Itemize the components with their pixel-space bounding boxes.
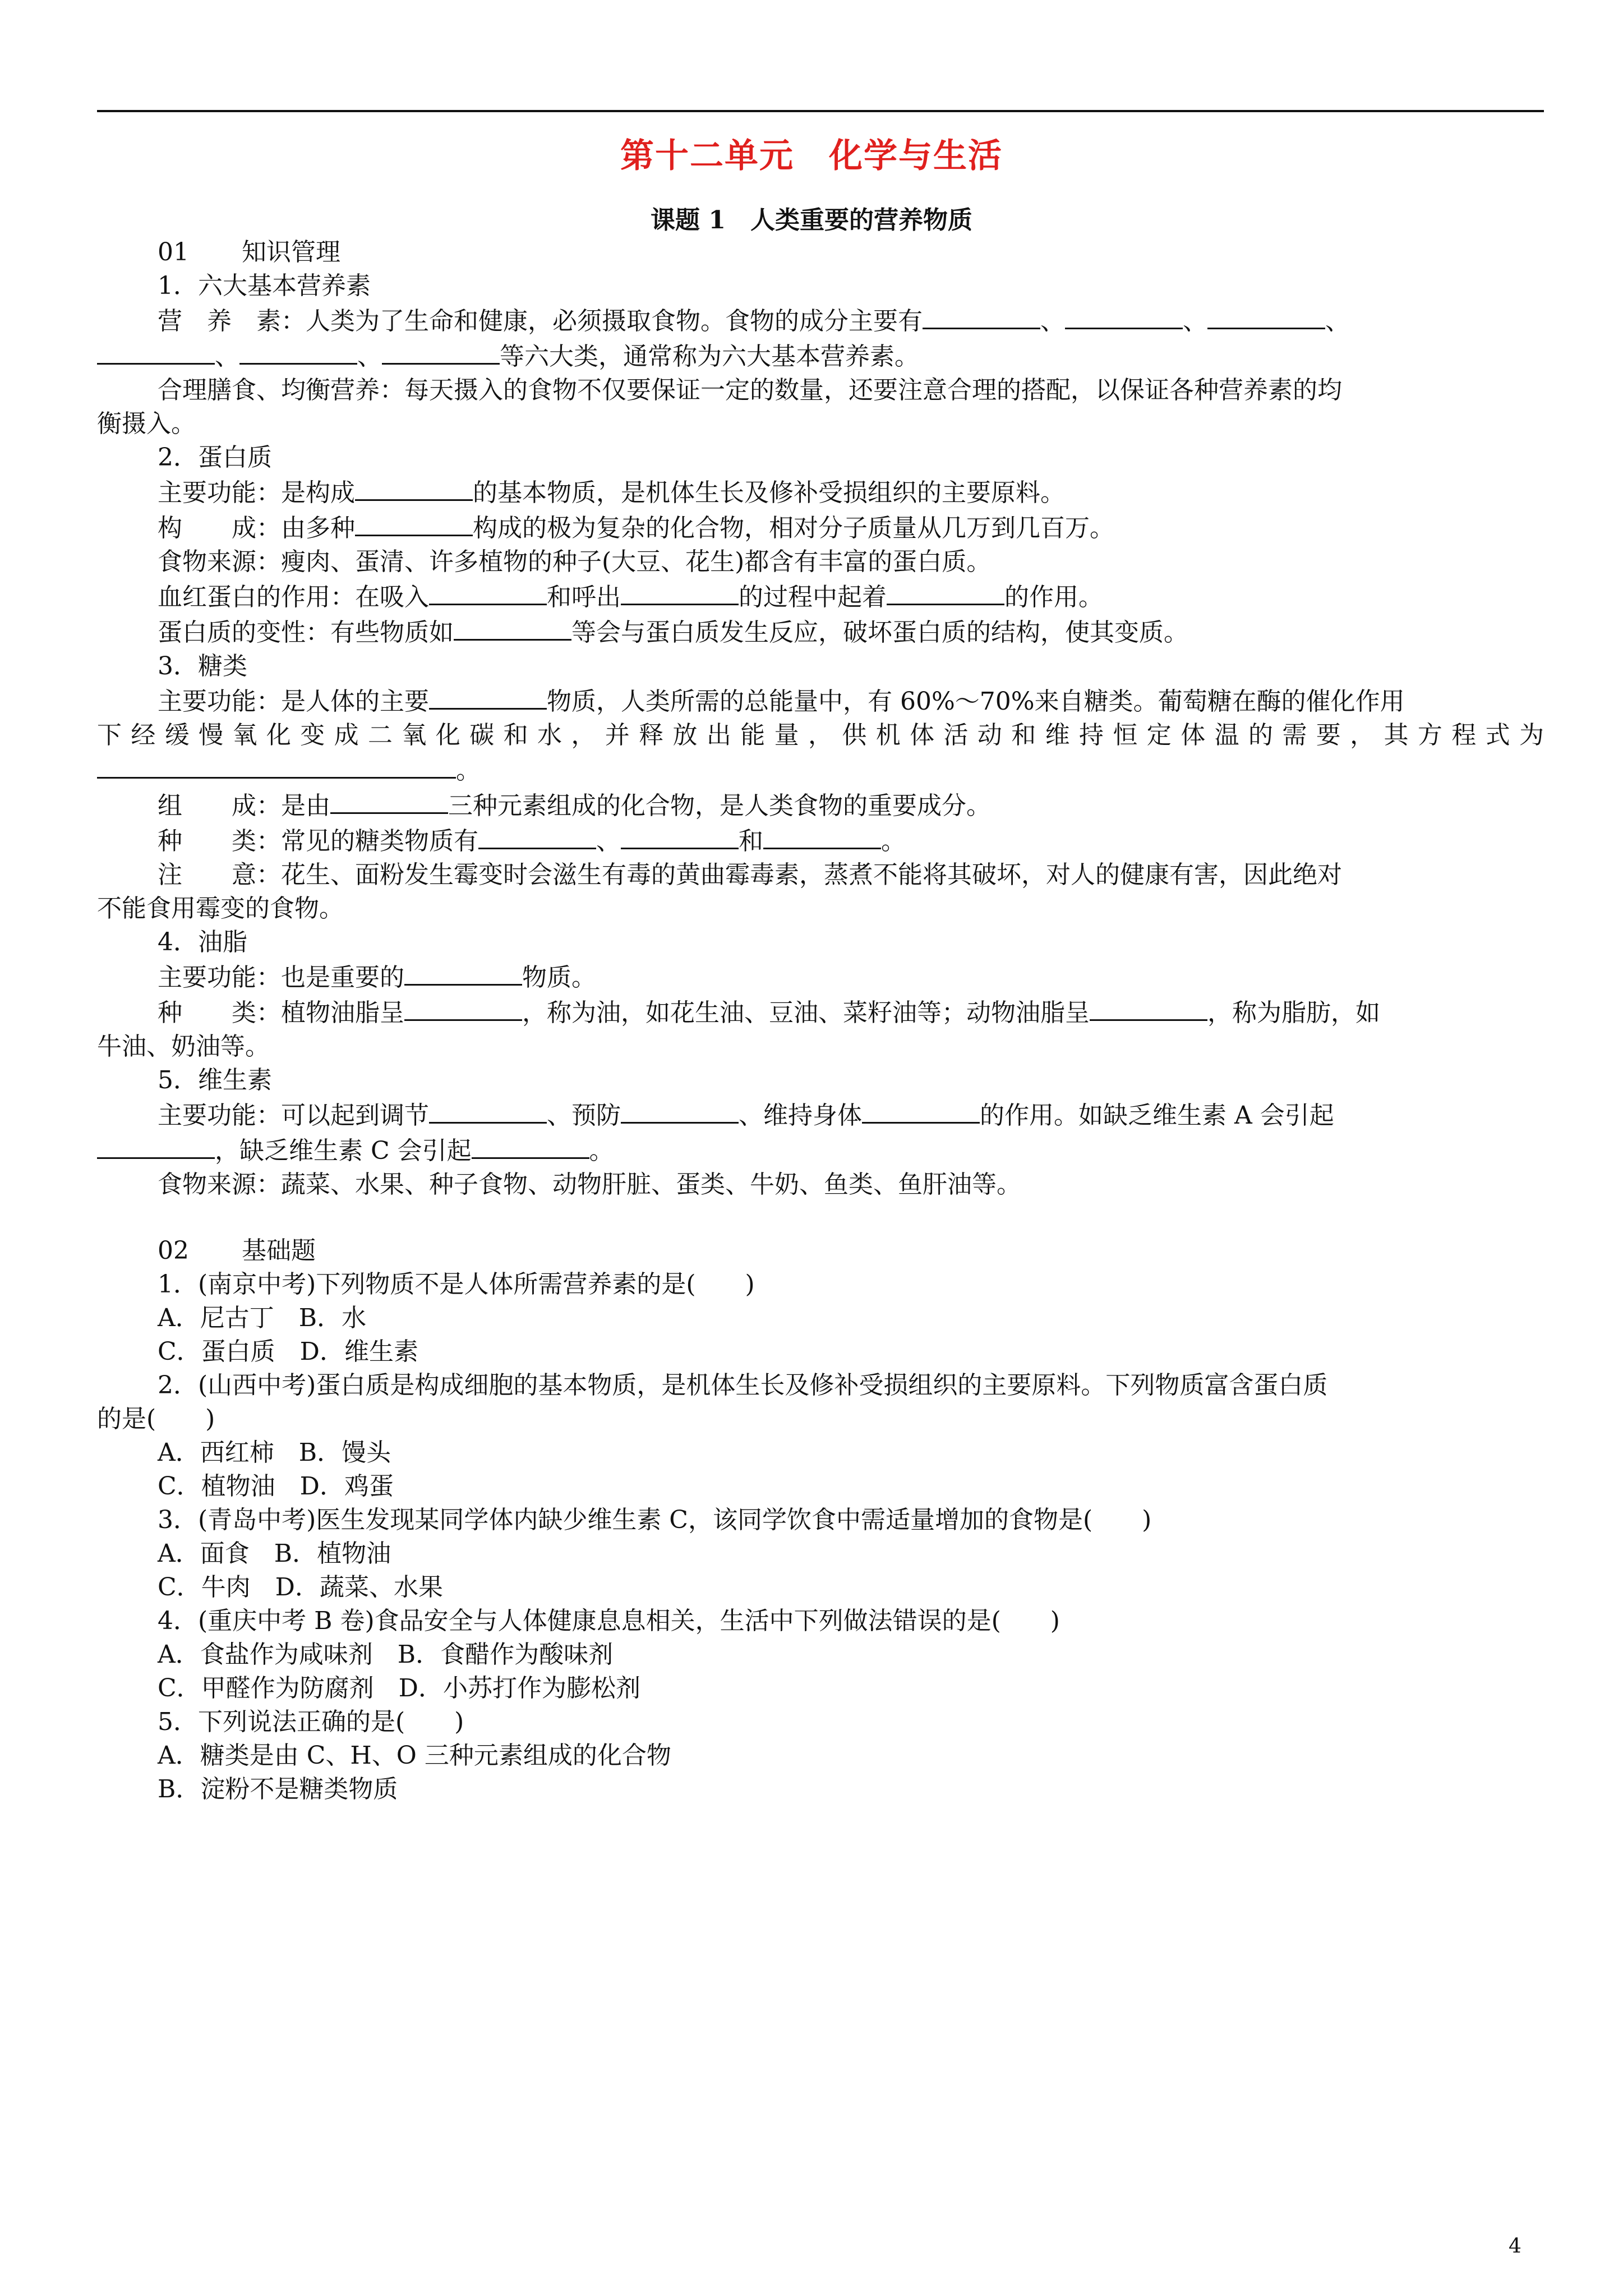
answer-blank[interactable] <box>478 823 596 849</box>
section-number: 01 <box>158 238 189 266</box>
answer-blank[interactable] <box>621 823 739 849</box>
topic-heading-protein: 2．蛋白质 <box>158 443 272 472</box>
sugar-equation-line <box>97 752 1544 788</box>
answer-blank[interactable] <box>97 1133 215 1159</box>
nutrients-text: 营 养 素：人类为了生命和健康，必须摄取食物。食物的成分主要有 <box>158 307 923 335</box>
nutrients-line-2 <box>97 338 1544 374</box>
sugar-note-line: 注 意：花生、面粉发生霉变时会滋生有毒的黄曲霉毒素，蒸煮不能将其破坏，对人的健康有害，因此绝对 <box>158 861 1342 889</box>
answer-blank[interactable] <box>404 995 522 1021</box>
answer-blank[interactable] <box>429 683 547 710</box>
separator: 、 <box>357 342 382 371</box>
sugar-composition-line <box>97 788 1544 823</box>
text: 、 <box>596 827 621 855</box>
question-stem: 4．(重庆中考 B 卷)食品安全与人体健康息息相关，生活中下列做法错误的是( ) <box>158 1607 1060 1635</box>
text: 的作用。如缺乏维生素 A 会引起 <box>980 1101 1334 1130</box>
separator: 、 <box>1325 307 1350 335</box>
answer-blank[interactable] <box>429 1097 547 1124</box>
vitamin-sources-line: 食物来源：蔬菜、水果、种子食物、动物肝脏、蛋类、牛奶、鱼类、鱼肝油等。 <box>158 1170 1021 1199</box>
nutrients-text: 等六大类，通常称为六大基本营养素。 <box>500 342 919 371</box>
protein-composition-line <box>97 510 1544 545</box>
sugar-note-line-2: 不能食用霉变的食物。 <box>97 894 344 923</box>
answer-blank[interactable] <box>454 614 571 641</box>
topic-heading-sugar: 3．糖类 <box>158 652 247 680</box>
worksheet-body <box>97 236 1544 1806</box>
question-options[interactable]: C．蛋白质 D．维生素 <box>158 1337 418 1366</box>
fat-function-line <box>97 959 1544 995</box>
topic-heading-fat: 4．油脂 <box>158 928 247 956</box>
answer-blank[interactable] <box>404 959 522 986</box>
answer-blank[interactable] <box>97 338 215 365</box>
nutrients-line <box>97 303 1544 338</box>
text: 蛋白质的变性：有些物质如 <box>158 618 454 647</box>
text: 。 <box>589 1137 614 1165</box>
question-options[interactable]: A．食盐作为咸味剂 B．食醋作为酸味剂 <box>158 1640 614 1669</box>
text: 主要功能：也是重要的 <box>158 963 404 992</box>
answer-blank[interactable] <box>330 788 448 814</box>
fat-kinds-line-2: 牛油、奶油等。 <box>97 1032 270 1061</box>
section-gap <box>97 1202 1544 1234</box>
answer-blank[interactable] <box>923 303 1040 329</box>
answer-blank[interactable] <box>239 338 357 365</box>
section-title: 基础题 <box>242 1236 316 1265</box>
equation-blank[interactable] <box>97 752 456 779</box>
question-stem: 3．(青岛中考)医生发现某同学体内缺少维生素 C，该同学饮食中需适量增加的食物是( ) <box>158 1506 1152 1534</box>
vitamin-function-line <box>97 1097 1544 1133</box>
question-stem: 5．下列说法正确的是( ) <box>158 1708 464 1736</box>
text: ，缺乏维生素 C 会引起 <box>215 1137 472 1165</box>
protein-sources-line: 食物来源：瘦肉、蛋清、许多植物的种子(大豆、花生)都含有丰富的蛋白质。 <box>158 547 992 576</box>
text: 和呼出 <box>547 583 621 611</box>
text: 和 <box>739 827 763 855</box>
topic-heading-vitamin: 5．维生素 <box>158 1066 272 1094</box>
section-heading-knowledge <box>97 236 1544 269</box>
unit-title: 第十二单元 化学与生活 <box>620 136 1003 176</box>
answer-blank[interactable] <box>763 823 881 849</box>
text: 主要功能：是人体的主要 <box>158 687 429 716</box>
answer-blank[interactable] <box>429 579 547 605</box>
sugar-function-line-2: 下经缓慢氧化变成二氧化碳和水，并释放出能量，供机体活动和维持恒定体温的需要，其方程式为 <box>97 721 1544 749</box>
header-rule <box>97 110 1544 112</box>
question-stem: 1．(南京中考)下列物质不是人体所需营养素的是( ) <box>158 1270 755 1299</box>
text: 主要功能：是构成 <box>158 478 355 507</box>
text: 的作用。 <box>1004 583 1103 611</box>
text: 的基本物质，是机体生长及修补受损组织的主要原料。 <box>473 478 1065 507</box>
question-options[interactable]: C．牛肉 D．蔬菜、水果 <box>158 1573 443 1602</box>
text: 。 <box>881 827 906 855</box>
answer-blank[interactable] <box>355 510 473 536</box>
sugar-kinds-line <box>97 823 1544 858</box>
text: 物质。 <box>522 963 596 992</box>
text: 构成的极为复杂的化合物，相对分子质量从几万到几百万。 <box>473 514 1114 542</box>
text: 物质，人类所需的总能量中，有 60%～70%来自糖类。葡萄糖在酶的催化作用 <box>547 687 1405 716</box>
text: 三种元素组成的化合物，是人类食物的重要成分。 <box>448 792 991 820</box>
text: 种 类：植物油脂呈 <box>158 999 404 1027</box>
text: 。 <box>456 756 481 785</box>
separator: 、 <box>215 342 239 371</box>
question-options[interactable]: C．甲醛作为防腐剂 D．小苏打作为膨松剂 <box>158 1674 640 1703</box>
answer-blank[interactable] <box>1207 303 1325 329</box>
text: 构 成：由多种 <box>158 514 355 542</box>
fat-kinds-line <box>97 995 1544 1030</box>
text: 组 成：是由 <box>158 792 330 820</box>
denature-line <box>97 614 1544 650</box>
answer-blank[interactable] <box>472 1133 589 1159</box>
answer-blank[interactable] <box>621 1097 739 1124</box>
question-options[interactable]: A．面食 B．植物油 <box>158 1539 391 1568</box>
answer-blank[interactable] <box>1090 995 1207 1021</box>
protein-function-line <box>97 475 1544 510</box>
question-options[interactable]: B．淀粉不是糖类物质 <box>158 1775 398 1803</box>
answer-blank[interactable] <box>1065 303 1183 329</box>
vitamin-function-line-2 <box>97 1133 1544 1168</box>
text: 、预防 <box>547 1101 621 1130</box>
answer-blank[interactable] <box>887 579 1004 605</box>
text: 主要功能：可以起到调节 <box>158 1101 429 1130</box>
text: 、维持身体 <box>739 1101 862 1130</box>
lesson-title: 课题 1 人类重要的营养物质 <box>651 206 972 234</box>
text: 的过程中起着 <box>739 583 887 611</box>
text: ，称为脂肪，如 <box>1207 999 1380 1027</box>
text: 血红蛋白的作用：在吸入 <box>158 583 429 611</box>
hemoglobin-line <box>97 579 1544 614</box>
section-title: 知识管理 <box>242 238 340 266</box>
separator: 、 <box>1040 307 1065 335</box>
question-options[interactable]: A．尼古丁 B．水 <box>158 1304 367 1332</box>
section-number: 02 <box>158 1236 189 1265</box>
topic-heading-nutrients: 1．六大基本营养素 <box>158 272 371 300</box>
separator: 、 <box>1183 307 1207 335</box>
question-options[interactable]: C．植物油 D．鸡蛋 <box>158 1472 394 1501</box>
answer-blank[interactable] <box>621 579 739 605</box>
answer-blank[interactable] <box>862 1097 980 1124</box>
answer-blank[interactable] <box>382 338 500 365</box>
question-options[interactable]: A．糖类是由 C、H、O 三种元素组成的化合物 <box>158 1741 671 1770</box>
diet-line-2: 衡摄入。 <box>97 409 196 438</box>
question-stem-cont: 的是( ) <box>97 1405 215 1433</box>
text: 种 类：常见的糖类物质有 <box>158 827 478 855</box>
text: ，称为油，如花生油、豆油、菜籽油等；动物油脂呈 <box>522 999 1090 1027</box>
answer-blank[interactable] <box>355 475 473 501</box>
sugar-function-line <box>97 683 1544 719</box>
question-options[interactable]: A．西红柿 B．馒头 <box>158 1438 391 1467</box>
text: 等会与蛋白质发生反应，破坏蛋白质的结构，使其变质。 <box>571 618 1188 647</box>
diet-line: 合理膳食、均衡营养：每天摄入的食物不仅要保证一定的数量，还要注意合理的搭配，以保证各种营养素的均 <box>158 376 1342 404</box>
question-stem: 2．(山西中考)蛋白质是构成细胞的基本物质，是机体生长及修补受损组织的主要原料。下列物质富含蛋白质 <box>158 1371 1328 1400</box>
page-number: 4 <box>1509 2235 1521 2258</box>
section-heading-basic <box>97 1234 1544 1268</box>
